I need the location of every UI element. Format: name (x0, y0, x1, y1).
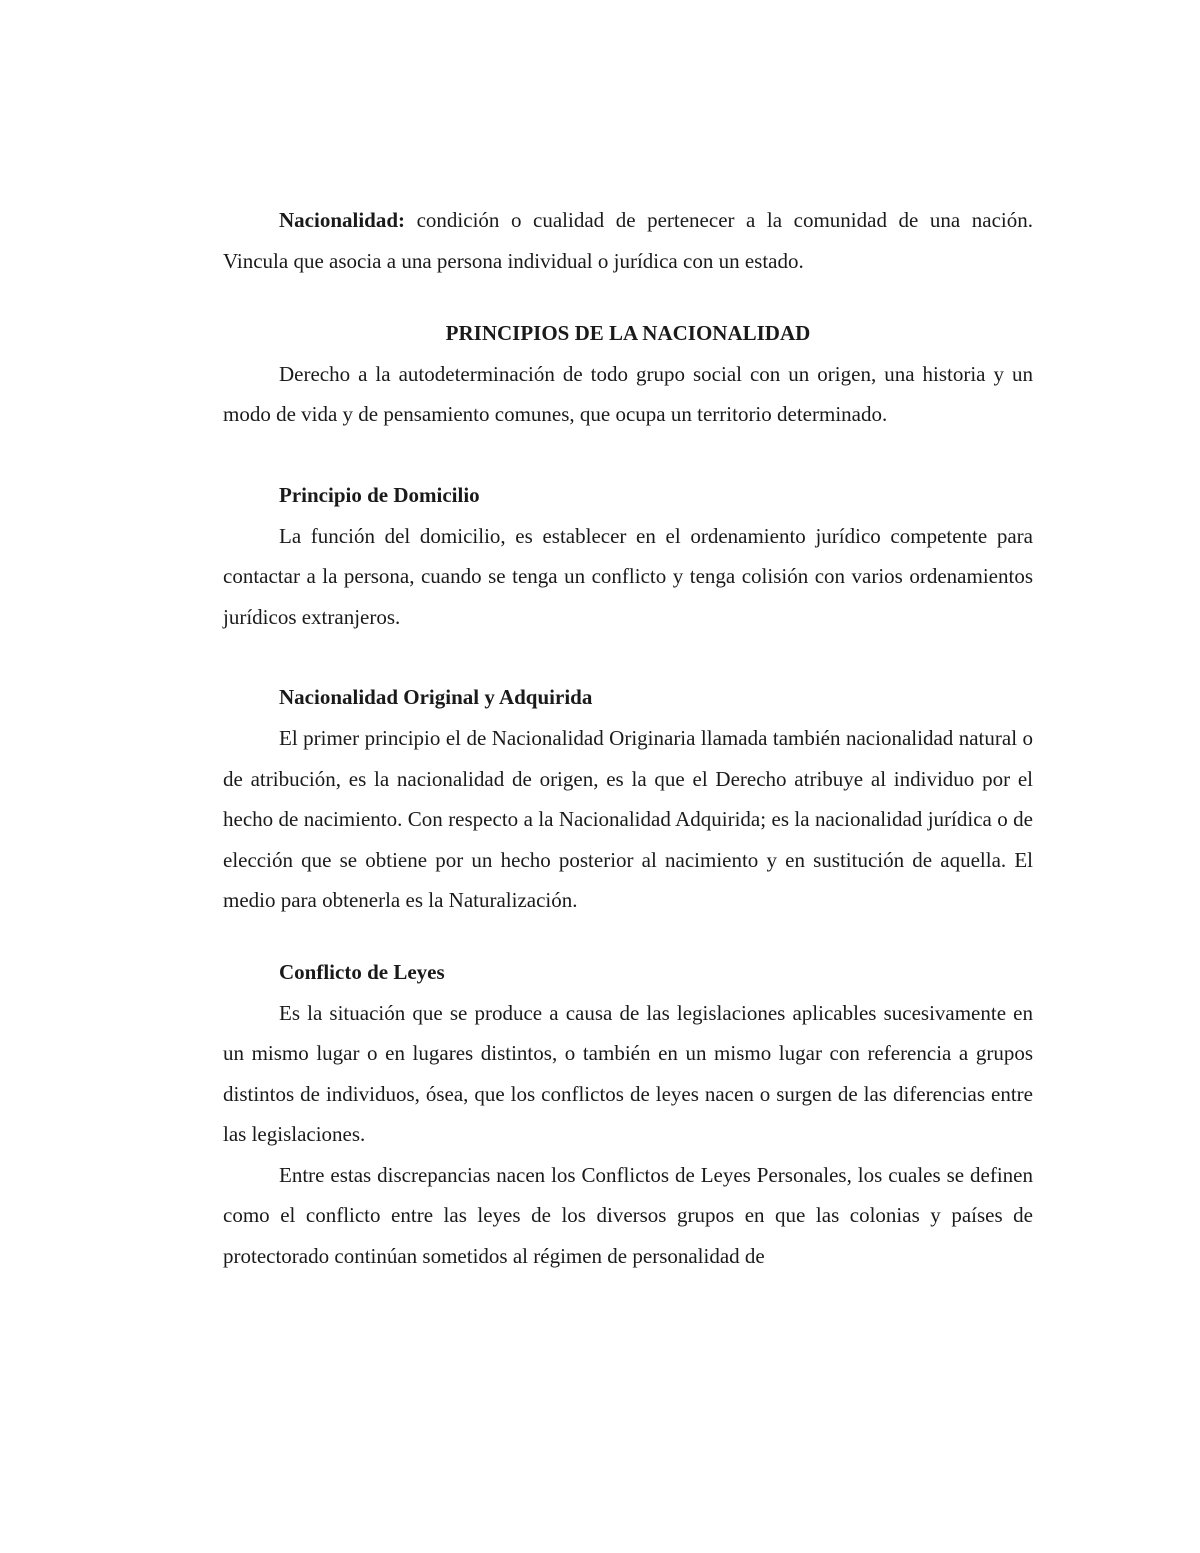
nacionalidad-definition (223, 200, 1033, 281)
original-adquirida-heading: Nacionalidad Original y Adquirida (279, 685, 593, 710)
nacionalidad-definition-text: condición o cualidad de pertenecer a la comunidad de una nación. Vincula que asocia a una persona individual o jurídica con un estado. (223, 208, 1033, 273)
domicilio-paragraph: La función del domicilio, es establecer en el ordenamiento jurídico competente para contactar a la persona, cuando se tenga un conflicto y tenga colisión con varios ordenamientos jurídicos extranjeros. (223, 523, 1033, 629)
original-adquirida-paragraph: El primer principio el de Nacionalidad Originaria llamada también nacionalidad natural o de atribución, es la nacionalidad de origen, es la que el Derecho atribuye al individuo por el hecho de nacimiento. Con respecto a la Nacionalidad Adquirida; es la nacionalidad jurídica o de elección que se obtiene por un hecho posterior al nacimiento y en sustitución de aquella. El medio para obtenerla es la Naturalización. (223, 725, 1033, 913)
principles-title: PRINCIPIOS DE LA NACIONALIDAD (445, 321, 811, 346)
nacionalidad-term: Nacionalidad: (279, 208, 406, 232)
document-page (223, 200, 1033, 1277)
conflicto-paragraph-2: Entre estas discrepancias nacen los Conflictos de Leyes Personales, los cuales se definen como el conflicto entre las leyes de los diversos grupos en que las colonias y países de protectorado continúan sometidos al régimen de personalidad de (223, 1162, 1033, 1269)
principles-paragraph: Derecho a la autodeterminación de todo grupo social con un origen, una historia y un modo de vida y de pensamiento comunes, que ocupa un territorio determinado. (223, 361, 1033, 427)
conflicto-heading: Conflicto de Leyes (279, 959, 445, 984)
conflicto-paragraph-1: Es la situación que se produce a causa de las legislaciones aplicables sucesivamente en un mismo lugar o en lugares distintos, o también en un mismo lugar con referencia a grupos distintos de individuos, ósea, que los conflictos de leyes nacen o surgen de las diferencias entre las legislaciones. (223, 1000, 1033, 1147)
domicilio-heading: Principio de Domicilio (279, 482, 480, 507)
